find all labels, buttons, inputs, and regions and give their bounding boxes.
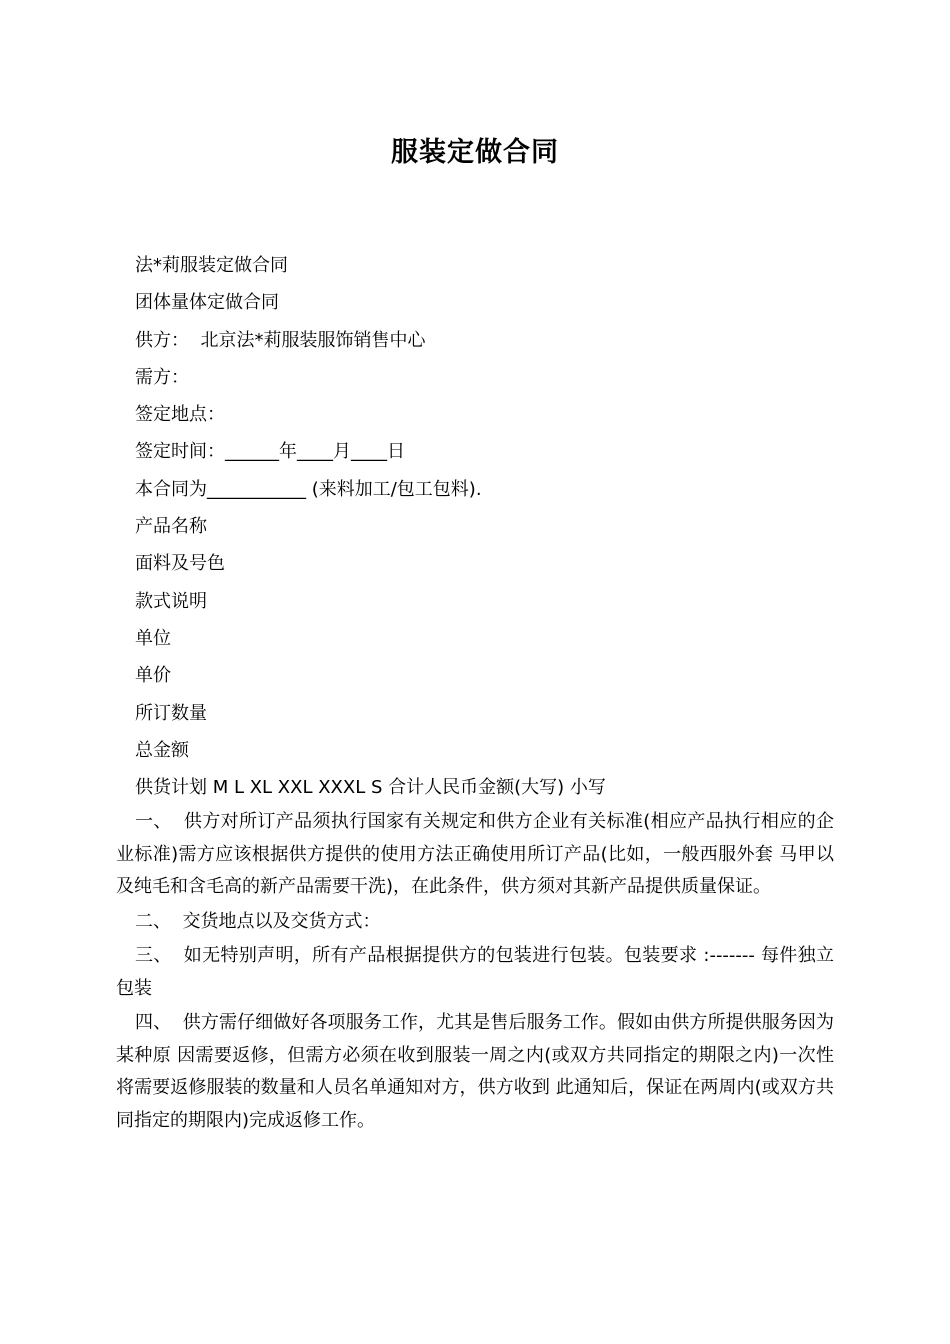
supply-plan-line: 供货计划 M L XL XXL XXXL S 合计人民币金额(大写) 小写 [135, 777, 606, 799]
signing-place-line: 签定地点： [135, 404, 225, 426]
signing-date-line: 签定时间：______年____月____日 [135, 441, 405, 463]
clause-3: 三、 如无特别声明，所有产品根据提供方的包装进行包装。包装要求 :------- 每件独立包装 [116, 945, 834, 999]
clause-4: 四、 供方需仔细做好各项服务工作，尤其是售后服务工作。假如由供方所提供服务因为某种原 因需要返修，但需方必须在收到服装一周之内(或双方共同指定的期限之内)一次性将需要返修服装的数量和人员名单通知对方，供方收到 此通知后，保证在两周内(或双方共同指定的期限内)完成返修工作。 [116, 1012, 834, 1131]
clause-2: 二、 交货地点以及交货方式： [135, 910, 381, 932]
buyer-line: 需方： [135, 366, 189, 388]
fabric-color-line: 面料及号色 [135, 553, 225, 575]
document-title: 服装定做合同 [391, 137, 559, 168]
clause-1: 一、 供方对所订产品须执行国家有关规定和供方企业有关标准(相应产品执行相应的企业标准)需方应该根据供方提供的使用方法正确使用所订产品(比如，一般西服外套 马甲以及纯毛和含毛高的新产品需要干洗)，在此条件，供方须对其新产品提供质量保证。 [116, 811, 834, 897]
total-amount-line: 总金额 [135, 739, 189, 761]
contract-name-line: 法*莉服装定做合同 [135, 255, 288, 276]
order-quantity-line: 所订数量 [135, 702, 207, 724]
supplier-line: 供方： 北京法*莉服装服饰销售中心 [135, 329, 426, 351]
contract-clauses [116, 806, 834, 1137]
product-name-line: 产品名称 [135, 516, 207, 538]
unit-price-line: 单价 [135, 665, 171, 687]
contract-type-line: 团体量体定做合同 [135, 292, 279, 314]
unit-line: 单位 [135, 627, 171, 649]
style-description-line: 款式说明 [135, 590, 207, 612]
contract-fields [135, 247, 835, 806]
contract-mode-line: 本合同为___________ (来料加工/包工包料). [135, 478, 482, 500]
